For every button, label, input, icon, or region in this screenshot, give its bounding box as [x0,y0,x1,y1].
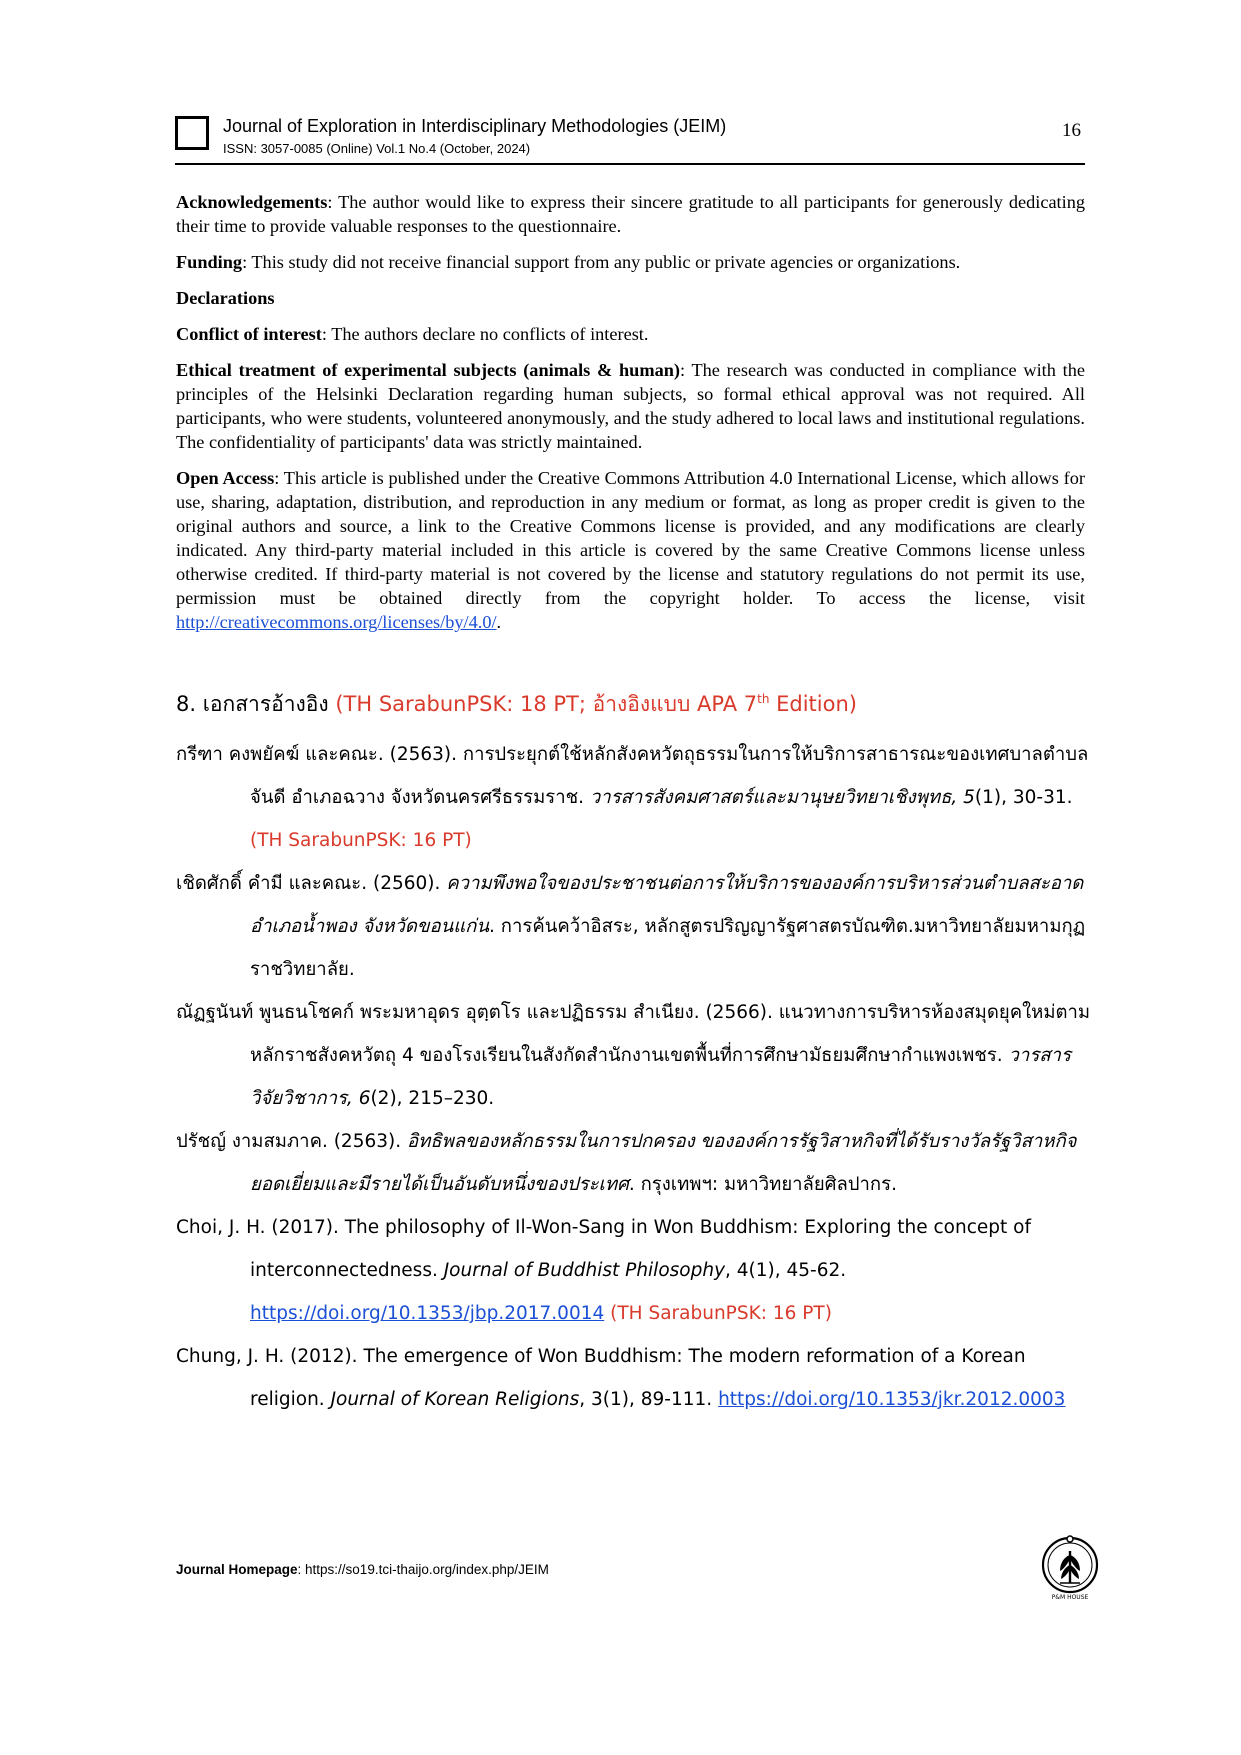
reference-text: Chung, J. H. (2012). The emergence of Won Buddhism: The modern reformation of a Korean religion. [176,1346,1026,1410]
ethics-label: Ethical treatment of experimental subjects (animals & human) [176,360,680,380]
reference-item [176,1206,1091,1335]
acknowledgements-text: : The author would like to express their sincere gratitude to all participants for generously dedicating their time to provide valuable responses to the questionnaire. [176,192,1085,236]
reference-item [176,991,1091,1120]
reference-italic: วารสารสังคมศาสตร์และมานุษยวิทยาเชิงพุทธ, 5 [589,787,975,808]
reference-text-end: (1), 30-31. [974,787,1073,808]
declarations-section [176,190,1085,646]
funding-paragraph [176,250,1085,274]
heading-note-text: (TH SarabunPSK: 18 PT; อ้างอิงแบบ APA 7 [335,692,758,716]
reference-text-end: , 4(1), 45-62. [725,1260,847,1281]
footer-label: Journal Homepage [176,1562,298,1577]
reference-italic: Journal of Buddhist Philosophy [443,1260,726,1281]
doi-link[interactable]: https://doi.org/10.1353/jkr.2012.0003 [718,1389,1066,1410]
open-access-paragraph [176,466,1085,634]
reference-text: Choi, J. H. (2017). The philosophy of Il-Won-Sang in Won Buddhism: Exploring the concept of interconnectedness. [176,1217,1031,1281]
reference-italic: ความพึงพอใจของประชาชนต่อการให้บริการขององค์การบริหารส่วนตำบลสะอาด อำเภอน้ำพอง จังหวัดขอนแก่น [250,873,1084,937]
publisher-logo-icon [1040,1535,1100,1601]
conflict-label: Conflict of interest [176,324,322,344]
ethics-paragraph [176,358,1085,454]
acknowledgements-label: Acknowledgements [176,192,328,212]
references-heading [176,688,857,721]
reference-item [176,862,1091,991]
references-heading-text: 8. เอกสารอ้างอิง [176,692,329,716]
references-list [176,733,1091,1421]
heading-note-end: Edition) [769,692,857,716]
reference-italic: วารสารวิจัยวิชาการ, 6 [250,1045,1071,1109]
reference-text: เชิดศักดิ์ คำมี และคณะ. (2560). [176,873,447,894]
conflict-paragraph [176,322,1085,346]
license-link[interactable]: http://creativecommons.org/licenses/by/4.0/ [176,612,497,632]
ethics-text: : The research was conducted in compliance with the principles of the Helsinki Declaration regarding human subjects, so formal ethical approval was not required. All participants, who were students, volunteered anonymously, and the study adhered to local laws and institutional regulations. The confidentiality of participants' data was strictly maintained. [176,360,1085,452]
reference-text-end: . การค้นคว้าอิสระ, หลักสูตรปริญญารัฐศาสตรบัณฑิต.มหาวิทยาลัยมหามกุฏราชวิทยาลัย. [250,916,1086,980]
funding-label: Funding [176,252,243,272]
header-divider [175,163,1085,165]
declarations-heading-text: Declarations [176,288,275,308]
page-number: 16 [1062,120,1081,141]
reference-italic: Journal of Korean Religions [330,1389,580,1410]
logo-text: P&M HOUSE [1051,1594,1089,1601]
reference-item [176,1120,1091,1206]
reference-text: ณัฏฐนันท์ พูนธนโชคก์ พระมหาอุดร อุตฺตโร และปฏิธรรม สำเนียง. (2566). แนวทางการบริหารห้องสมุดยุคใหม่ตามหลักราชสังคหวัตถุ 4 ของโรงเรียนในสังกัดสำนักงานเขตพื้นที่การศึกษามัธยมศึกษากำแพงเพชร. [176,1002,1091,1066]
page-footer [176,1562,549,1577]
reference-text-end: (2), 215–230. [370,1088,495,1109]
open-access-label: Open Access [176,468,275,488]
reference-item [176,1335,1091,1421]
reference-text-end: , 3(1), 89-111. [579,1389,719,1410]
acknowledgements-paragraph [176,190,1085,238]
open-access-text: : This article is published under the Creative Commons Attribution 4.0 International License, which allows for use, sharing, adaptation, distribution, and reproduction in any medium or format, as long as proper credit is given to the original authors and source, a link to the Creative Commons license is provided, and any modifications are clearly indicated. Any third-party material included in this article is covered by the same Creative Commons license unless otherwise credited. If third-party material is not covered by the license and statutory regulations do not permit its use, permission must be obtained directly from the copyright holder. To access the license, visit [176,468,1085,608]
conflict-text: : The authors declare no conflicts of interest. [321,324,649,344]
font-note: (TH SarabunPSK: 16 PT) [604,1303,832,1324]
reference-text-end: . กรุงเทพฯ: มหาวิทยาลัยศิลปากร. [628,1174,897,1195]
funding-text: : This study did not receive financial support from any public or private agencies or organizations. [242,252,961,272]
font-note: (TH SarabunPSK: 16 PT) [250,830,472,851]
page-header [175,114,1085,162]
references-heading-note [335,692,857,716]
reference-text: กรีฑา คงพยัคฆ์ และคณะ. (2563). การประยุกต์ใช้หลักสังคหวัตถุธรรมในการให้บริการสาธารณะของเทศบาลตำบลจันดี อำเภอฉวาง จังหวัดนครศรีธรรมราช. [176,744,1089,808]
heading-note-sup: th [757,692,770,706]
reference-item [176,733,1091,862]
journal-issn: ISSN: 3057-0085 (Online) Vol.1 No.4 (October, 2024) [223,141,531,156]
footer-url: : https://so19.tci-thaijo.org/index.php/JEIM [297,1562,549,1577]
journal-logo-square [175,116,209,150]
open-access-end: . [496,612,502,632]
journal-name: Journal of Exploration in Interdisciplinary Methodologies (JEIM) [223,116,727,136]
declarations-heading [176,286,1085,310]
reference-text: ปรัชญ์ งามสมภาค. (2563). [176,1131,407,1152]
doi-link[interactable]: https://doi.org/10.1353/jbp.2017.0014 [250,1303,605,1324]
reference-italic: อิทธิพลของหลักธรรมในการปกครอง ขององค์การรัฐวิสาหกิจที่ได้รับรางวัลรัฐวิสาหกิจยอดเยี่ยมและมีรายได้เป็นอันดับหนึ่งของประเทศ [250,1131,1077,1195]
